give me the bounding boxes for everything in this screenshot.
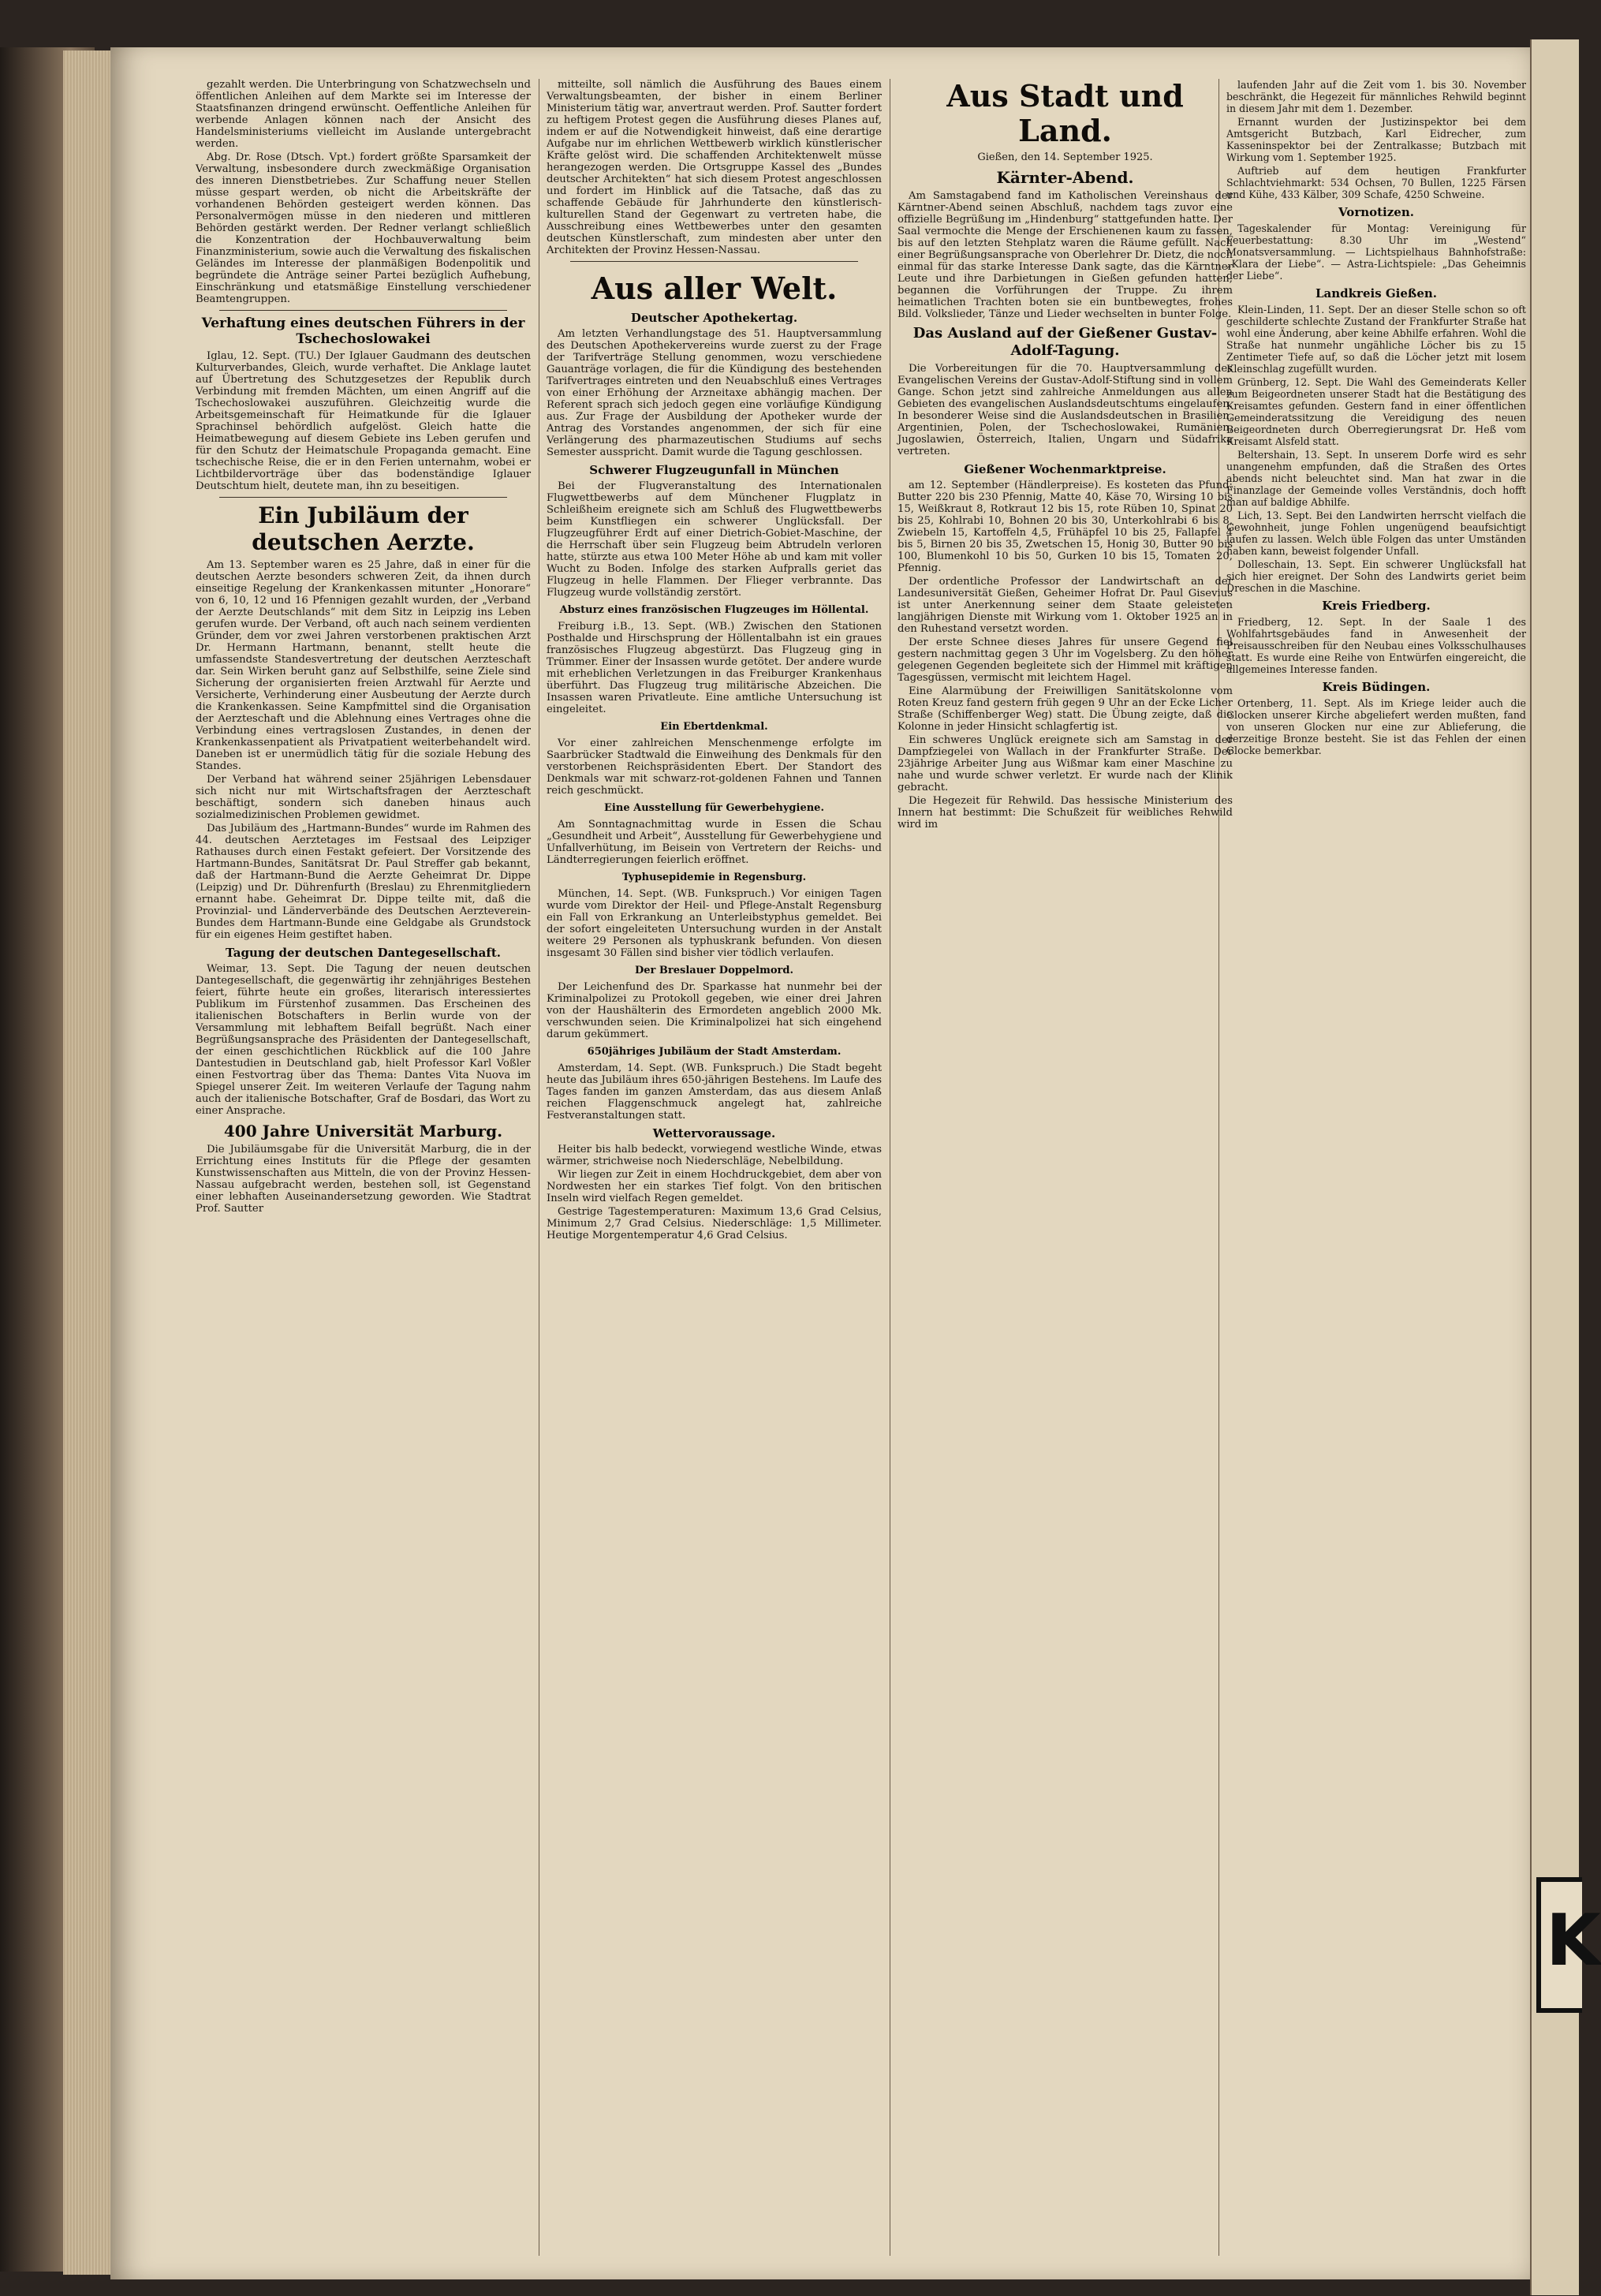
article-text: Heiter bis halb bedeckt, vorwiegend westliche Winde, etwas wärmer, strichweise noch Niederschläge, Nebelbildung. (547, 1144, 882, 1167)
article-headline: Schwerer Flugzeugunfall in München (589, 463, 839, 477)
article-headline: Kreis Friedberg. (1322, 599, 1431, 613)
article-headline: Ein Ebertdenkmal. (660, 721, 768, 733)
column-1 (196, 79, 531, 2272)
article-headline: Verhaftung eines deutschen Führers in der Tschechoslowakei (201, 315, 525, 347)
article-text: München, 14. Sept. (WB. Funkspruch.) Vor einigen Tagen wurde vom Direktor der Heil- und Pflege-Anstalt Regensburg ein Fall von Erkrankung an Unterleibstyphus gemeldet. Bei der sofort eingeleiteten Untersuchung wurden in der Anstalt weitere 29 Personen als typhuskrank befunden. Von diesen insgesamt 30 Fällen sind bisher vier tödlich verlaufen. (547, 888, 882, 959)
article-text: Wir liegen zur Zeit in einem Hochdruckgebiet, dem aber von Nordwesten her ein starkes Tief folgt. Von den britischen Inseln wird vielfach Regen gemeldet. (547, 1169, 882, 1204)
article-headline: Gießener Wochenmarktpreise. (964, 462, 1166, 476)
article-text: Grünberg, 12. Sept. Die Wahl des Gemeinderats Keller zum Beigeordneten unserer Stadt hat die Bestätigung des Kreisamtes gefunden. Gestern fand in einer öffentlichen Gemeinderatssitzung die Vereidigung des neuen Beigeordneten durch Oberregierungsrat Dr. Heß vom Kreisamt Alsfeld statt. (1226, 376, 1526, 447)
article-text: Auftrieb auf dem heutigen Frankfurter Schlachtviehmarkt: 534 Ochsen, 70 Bullen, 1225 Färsen und Kühe, 433 Kälber, 309 Schafe, 4250 Schweine. (1226, 165, 1526, 200)
article-text: Das Jubiläum des „Hartmann-Bundes“ wurde im Rahmen des 44. deutschen Aerztetages im Festsaal des Leipziger Rathauses durch einen Festakt gefeiert. Der Vorsitzende des Hartmann-Bundes, Sanitätsrat Dr. Paul Streffer gab bekannt, daß der Hartmann-Bund die Aerzte Geheimrat Dr. Dippe (Leipzig) und Dr. Dührenfurth (Breslau) zu Ehrenmitgliedern ernannt habe. Geheimrat Dr. Dippe teilte mit, daß die Provinzial- und Länderverbände des Deutschen Aerzteverein-Bundes dem Hartmann-Bunde eine Geldgabe als Grundstock für ein eigenes Heim gestiftet haben. (196, 823, 531, 941)
column-4 (1226, 79, 1526, 2272)
article-text: Ernannt wurden der Justizinspektor bei dem Amtsgericht Butzbach, Karl Eidrecher, zum Kasseninspektor bei der Zentralkasse; Butzbach mit Wirkung vom 1. September 1925. (1226, 116, 1526, 163)
article-text: Die Vorbereitungen für die 70. Hauptversammlung des Evangelischen Vereins der Gustav-Adolf-Stiftung sind in vollem Gange. Schon jetzt sind zahlreiche Anmeldungen aus allen Gebieten des evangelischen Auslandsdeutschtums eingelaufen. In besonderer Weise sind die Auslandsdeutschen in Brasilien, Argentinien, Polen, der Tschechoslowakei, Rumänien, Jugoslawien, Österreich, Italien, Ungarn und Südafrika vertreten. (898, 363, 1233, 457)
article-headline: Vornotizen. (1338, 205, 1414, 219)
article-text: Am Sonntagnachmittag wurde in Essen die Schau „Gesundheit und Arbeit“, Ausstellung für Gewerbehygiene und Unfallverhütung, im Beisein von Vertretern der Reichs- und Ländterregierungen feierlich eröffnet. (547, 819, 882, 866)
article-headline: Der Breslauer Doppelmord. (634, 965, 794, 976)
article-headline: 400 Jahre Universität Marburg. (223, 1122, 503, 1141)
article-text: Gestrige Tagestemperaturen: Maximum 13,6 Grad Celsius, Minimum 2,7 Grad Celsius. Niederschläge: 1,5 Millimeter. Heutige Morgentemperatur 4,6 Grad Celsius. (547, 1206, 882, 1241)
article-text: Der Verband hat während seiner 25jährigen Lebensdauer sich nicht nur mit Wirtschaftsfragen der Aerzteschaft beschäftigt, sondern sich daneben hinaus auch sozialmedizinischen Problemen gewidmet. (196, 774, 531, 821)
divider (570, 261, 858, 262)
article-text: Die Hegezeit für Rehwild. Das hessische Ministerium des Innern hat bestimmt: Die Schußzeit für weibliches Rehwild wird im (898, 795, 1233, 831)
article-text: Friedberg, 12. Sept. In der Saale 1 des Wohlfahrtsgebäudes fand in Anwesenheit der Preisausschreiben für den Neubau eines Volksschulhauses statt. Es wurde eine Reihe von Entwürfen eingereicht, die allgemeines Interesse fanden. (1226, 616, 1526, 675)
article-text: Der ordentliche Professor der Landwirtschaft an der Landesuniversität Gießen, Geheimer Hofrat Dr. Paul Gisevius ist unter Anerkennung seiner dem Staate geleisteten langjährigen Dienste mit Wirkung vom 1. Oktober 1925 an in den Ruhestand versetzt worden. (898, 576, 1233, 635)
article-text: mitteilte, soll nämlich die Ausführung des Baues einem Verwaltungsbeamten, der bisher in einem Berliner Ministerium tätig war, anvertraut werden. Prof. Sautter fordert zu heftigem Protest gegen die Ausführung dieses Planes auf, indem er auf die Notwendigkeit hinweist, daß eine derartige Aufgabe nur im ehrlichen Wettbewerb wirklich künstlerischer Kräfte gelöst wird. Die schaffenden Architektenwelt müsse herangezogen werden. Die Ortsgruppe Kassel des „Bundes deutscher Architekten“ hat sich diesem Protest angeschlossen und fordert im Hinblick auf die Tatsache, daß das zu schaffende Gebäude für Jahrhunderte den künstlerisch-kulturellen Stand der Gegenwart zu vertreten habe, die Ausschreibung eines Wettbewerbes unter den gesamten deutschen Künstlerschaft, zum mindesten aber unter den Architekten der Provinz Hessen-Nassau. (547, 79, 882, 256)
article-headline: Deutscher Apothekertag. (630, 311, 798, 325)
article-text: Iglau, 12. Sept. (TU.) Der Iglauer Gaudmann des deutschen Kulturverbandes, Gleich, wurde verhaftet. Die Anklage lautet auf Übertretung des Schutzgesetzes der Republik durch Verbindung mit fremden Mächten, um einen Angriff auf die Tschechoslowakei auszuführen. Gleichzeitig wurde die Arbeitsgemeinschaft für Heimatkunde für die Iglauer Sprachinsel behördlich aufgelöst. Gleich hatte die Heimatbewegung auf diesem Gebiete ins Leben gerufen und für den Schutz der Heimatschule Propaganda gemacht. Eine tschechische Reise, die er in den Ferien unternahm, wobei er Lichtbildervorträge über das bodenständige Iglauer Deutschtum hielt, deutete man, ihn zu beseitigen. (196, 350, 531, 492)
article-headline: Kreis Büdingen. (1322, 680, 1431, 694)
section-headline: Aus aller Welt. (591, 271, 838, 306)
article-text: Am letzten Verhandlungstage des 51. Hauptversammlung des Deutschen Apothekervereins wurde zuerst zu der Frage der Tarifverträge Stellung genommen, wozu verschiedene Gauanträge vorlagen, die für die Kündigung des bestehenden Tarifvertrages eintreten und den Neuabschluß eines Vertrages von einer Erhöhung der Arzneitaxe abhängig machen. Der Referent sprach sich jedoch gegen eine vorläufige Kündigung aus. Zur Frage der Ausbildung der Apotheker wurde der Antrag des Vorstandes angenommen, der sich für eine Verlängerung des pharmazeutischen Studiums auf sechs Semester ausspricht. Damit wurde die Tagung geschlossen. (547, 328, 882, 458)
divider (219, 310, 507, 311)
article-text: Ein schweres Unglück ereignete sich am Samstag in der Dampfziegelei von Wallach in der Frankfurter Straße. Der 23jährige Arbeiter Jung aus Wißmar kam einer Maschine zu nahe und wurde schwer verletzt. Er wurde nach der Klinik gebracht. (898, 734, 1233, 793)
section-headline: Aus Stadt und Land. (946, 78, 1184, 148)
article-headline: Typhusepidemie in Regensburg. (621, 872, 807, 883)
article-text: Die Jubiläumsgabe für die Universität Marburg, die in der Errichtung eines Instituts für die Pflege der gesamten Kunstwissenschaften aus Mitteln, die von der Provinz Hessen-Nassau aufgebracht werden, bestehen soll, ist Gegenstand einer lebhaften Auseinandersetzung geworden. Wie Stadtrat Prof. Sautter (196, 1144, 531, 1215)
article-text: Lich, 13. Sept. Bei den Landwirten herrscht vielfach die Gewohnheit, junge Fohlen ungenügend beaufsichtigt laufen zu lassen. Welch üble Folgen das unter Umständen haben kann, beweist folgender Unfall. (1226, 510, 1526, 557)
article-headline: Ein Jubiläum der deutschen Aerzte. (252, 502, 475, 555)
article-text: Der Leichenfund des Dr. Sparkasse hat nunmehr bei der Kriminalpolizei zu Protokoll gegeben, wie einer drei Jahren von der Haushälterin des Ermordeten angeblich 2000 Mk. verschwunden seien. Die Kriminalpolizei hat sich eingehend darum gekümmert. (547, 981, 882, 1040)
article-text: laufenden Jahr auf die Zeit vom 1. bis 30. November beschränkt, die Hegezeit für männliches Rehwild beginnt in diesem Jahr mit dem 1. Dezember. (1226, 79, 1526, 114)
advertisement-fragment: K (1536, 1877, 1582, 2013)
article-text: Weimar, 13. Sept. Die Tagung der neuen deutschen Dantegesellschaft, die gegenwärtig ihr zehnjähriges Bestehen feiert, führte heute ein großes, literarisch interessiertes Publikum im Fürstenhof zusammen. Das Erscheinen des italienischen Botschafters in Berlin wurde von der Versammlung mit lebhaftem Beifall begrüßt. Nach einer Begrüßungsansprache des Präsidenten der Dantegesellschaft, der einen geschichtlichen Rückblick auf die 100 Jahre Dantestudien in Deutschland gab, hielt Professor Karl Voßler einen Festvortrag über das Thema: Dantes Vita Nuova im Spiegel unserer Zeit. Im weiteren Verlaufe der Tagung nahm auch der italienische Botschafter, Graf de Bosdari, das Wort zu einer Ansprache. (196, 963, 531, 1117)
article-text: Vor einer zahlreichen Menschenmenge erfolgte im Saarbrücker Stadtwald die Einweihung des Denkmals für den verstorbenen Reichspräsidenten Ebert. Der Standort des Denkmals war mit schwarz-rot-goldenen Fahnen und Tannen reich geschmückt. (547, 737, 882, 797)
article-headline: Kärnter-Abend. (996, 168, 1134, 187)
article-headline: Eine Ausstellung für Gewerbehygiene. (604, 802, 824, 814)
article-text: Klein-Linden, 11. Sept. Der an dieser Stelle schon so oft geschilderte schlechte Zustand der Frankfurter Straße hat wohl eine Änderung, aber keine Abhilfe erfahren. Wohl die Straße hat nunmehr ungähliche Löcher bis zu 15 Zentimeter Tiefe auf, so daß die Löcher jetzt mit losem Kleinschlag zugefüllt wurden. (1226, 304, 1526, 375)
article-headline: 650jähriges Jubiläum der Stadt Amsterdam. (587, 1046, 842, 1058)
article-text: gezahlt werden. Die Unterbringung von Schatzwechseln und öffentlichen Anleihen auf dem Markte sei im Interesse der Staatsfinanzen dringend erwünscht. Oeffentliche Anleihen für werbende Anlagen können nach der Ansicht des Handelsministeriums vielleicht im Auslande untergebracht werden. (196, 79, 531, 150)
article-headline: Absturz eines französischen Flugzeuges im Höllental. (559, 604, 869, 616)
article-text: Beltershain, 13. Sept. In unserem Dorfe wird es sehr unangenehm empfunden, daß die Straßen des Ortes abends nicht beleuchtet sind. Man hat zwar in die Finanzlage der Gemeinde volles Verständnis, doch hofft man auf baldige Abhilfe. (1226, 449, 1526, 508)
article-text: Freiburg i.B., 13. Sept. (WB.) Zwischen den Stationen Posthalde und Hirschsprung der Höllentalbahn ist ein graues französisches Flugzeug abgestürzt. Das Flugzeug ging in Trümmer. Einer der Insassen wurde getötet. Der andere wurde mit erheblichen Verletzungen in das Freiburger Krankenhaus überführt. Das Flugzeug trug militärische Abzeichen. Die Insassen waren Privatleute. Eine amtliche Untersuchung ist eingeleitet. (547, 621, 882, 715)
column-3 (898, 79, 1233, 2272)
article-text: Abg. Dr. Rose (Dtsch. Vpt.) fordert größte Sparsamkeit der Verwaltung, insbesondere durch zweckmäßige Organisation des inneren Dienstbetriebes. Zur Schaffung neuer Stellen müsse gespart werden, ob nicht die Arbeitskräfte der vorhandenen Behörden gesteigert werden können. Das Personalvermögen müsse in den niederen und mittleren Behörden gestärkt werden. Der Redner verlangt schließlich die Konzentration der Hochbauverwaltung beim Finanzministerium, sowie auch die Verwaltung des fiskalischen Geländes im Interesse der planmäßigen Bodenpolitik und begründete die Anträge seiner Partei bezüglich Aufhebung, Einschränkung und etatsmäßige Einstellung verschiedener Beamtengruppen. (196, 151, 531, 305)
article-text: Am 13. September waren es 25 Jahre, daß in einer für die deutschen Aerzte besonders schweren Zeit, da ihnen durch einseitige Regelung der Krankenkassen mitunter „Honorare“ von 6, 10, 12 und 16 Pfennigen gezahlt wurden, der „Verband der Aerzte Deutschlands“ mit dem Sitz in Leipzig ins Leben gerufen wurde. Der Verband, oft auch nach seinem verdienten Gründer, dem vor zwei Jahren verstorbenen praktischen Arzt Dr. Hermann Hartmann, benannt, stellt heute die umfassendste Standesvertretung der deutschen Aerzteschaft dar. Sein Wirken beruht ganz auf Selbsthilfe, seine Ziele sind Sicherung der organisierten freien Arztwahl für Aerzte und Versicherte, Verhinderung einer Ausbeutung der Aerzte durch die Krankenkassen. Seine Kampfmittel sind die Organisation der Aerzteschaft und die Ablehnung eines Vertrages ohne die Verbindung eines vertragslosen Zustandes, in denen der Krankenkassenpatient als Privatpatient weiterbehandelt wird. Daneben ist er unermüdlich tätig für die soziale Hebung des Standes. (196, 559, 531, 772)
article-text: Eine Alarmübung der Freiwilligen Sanitätskolonne vom Roten Kreuz fand gestern früh gegen 9 Uhr an der Ecke Licher Straße (Schiffenberger Weg) statt. Die Übung zeigte, daß die Kolonne in jeder Hinsicht schlagfertig ist. (898, 685, 1233, 733)
article-headline: Wettervoraussage. (652, 1126, 776, 1141)
article-text: Der erste Schnee dieses Jahres für unsere Gegend fiel gestern nachmittag gegen 3 Uhr im Vogelsberg. Zu den höher gelegenen Gegenden begleitete sich der Himmel mit kräftigen Tagesgüssen, vermischt mit leichtem Hagel. (898, 637, 1233, 684)
article-text: Am Samstagabend fand im Katholischen Vereinshaus der Kärntner-Abend seinen Abschluß, nachdem tags zuvor eine offizielle Begrüßung im „Hindenburg“ stattgefunden hatte. Der Saal vermochte die Menge der Erschienenen kaum zu fassen, bis auf den letzten Stehplatz waren die Räume gefüllt. Nach einer Begrüßungsansprache von Oberlehrer Dr. Dietz, die noch einmal für das starke Interesse Dank sagte, das die Kärntner Leute und ihre Darbietungen in Gießen gefunden hatten, begannen die Vorführungen der Truppe. Zu ihrem heimatlichen Trachten boten sie ein buntbewegtes, frohes Bild. Volkslieder, Tänze und Lieder wechselten in bunter Folge. (898, 190, 1233, 320)
divider (219, 497, 507, 498)
page-edges (63, 50, 110, 2275)
article-headline: Tagung der deutschen Dantegesellschaft. (226, 946, 501, 960)
article-text: Ortenberg, 11. Sept. Als im Kriege leider auch die Glocken unserer Kirche abgeliefert werden mußten, fand von unseren Glocken nur eine zur Ablieferung, die derzeitige Bronze besteht. Sie ist das Fehlen der einen Glocke bemerkbar. (1226, 697, 1526, 756)
article-headline: Das Ausland auf der Gießener Gustav-Adolf-Tagung. (912, 325, 1218, 359)
column-2 (547, 79, 882, 2272)
dateline: Gießen, den 14. September 1925. (977, 151, 1153, 163)
article-text: Dolleschain, 13. Sept. Ein schwerer Unglücksfall hat sich hier ereignet. Der Sohn des Landwirts geriet beim Dreschen in die Maschine. (1226, 558, 1526, 594)
article-text: Tageskalender für Montag: Vereinigung für Feuerbestattung: 8.30 Uhr im „Westend“ Monatsversammlung. — Lichtspielhaus Bahnhofstraße: „Klara der Liebe“. — Astra-Lichtspiele: „Das Geheimnis der Liebe“. (1226, 222, 1526, 282)
article-text: Bei der Flugveranstaltung des Internationalen Flugwettbewerbs auf dem Münchener Flugplatz in Schleißheim ereignete sich am Schluß des Flugwettbewerbs beim Kunstfliegen ein schwerer Unglücksfall. Der Flugzeugführer Erdt auf einer Dietrich-Gobiet-Maschine, der die Herrschaft über sein Flugzeug beim Abtrudeln verloren hatte, stürzte aus etwa 100 Meter Höhe ab und kam mit voller Wucht zu Boden. Infolge des starken Aufpralls geriet das Flugzeug in helle Flammen. Der Flieger verbrannte. Das Flugzeug wurde vollständig zerstört. (547, 480, 882, 599)
article-text: am 12. September (Händlerpreise). Es kosteten das Pfund: Butter 220 bis 230 Pfennig, Matte 40, Käse 70, Wirsing 10 bis 15, Weißkraut 8, Rotkraut 12 bis 15, rote Rüben 10, Spinat 20 bis 25, Kohlrabi 10, Bohnen 20 bis 30, Unterkohlrabi 6 bis 8, Zwiebeln 15, Kartoffeln 4,5, Frühäpfel 10 bis 25, Fallapfel 4 bis 5, Birnen 20 bis 35, Zwetschen 15, Honig 30, Butter 90 bis 100, Blumenkohl 10 bis 50, Gurken 10 bis 15, Tomaten 20, Pfennig. (898, 480, 1233, 574)
article-headline: Landkreis Gießen. (1316, 286, 1437, 301)
article-text: Amsterdam, 14. Sept. (WB. Funkspruch.) Die Stadt begeht heute das Jubiläum ihres 650-jährigen Bestehens. Im Laufe des Tages fanden im ganzen Amsterdam, das aus diesem Anlaß reichen Flaggenschmuck angelegt hat, zahlreiche Festveranstaltungen statt. (547, 1062, 882, 1122)
